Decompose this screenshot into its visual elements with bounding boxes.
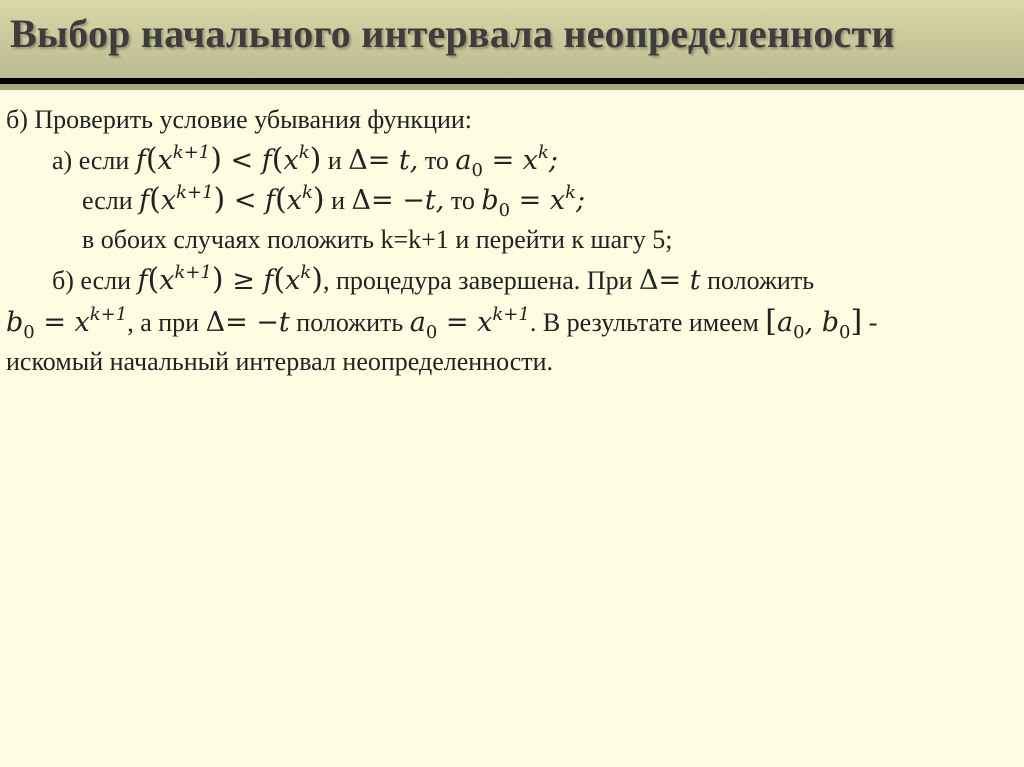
- formula-interval-a0-b0: [$a_0$, $b_0$]: [765, 304, 863, 343]
- formula-f-next-lt-f-cur-2: $f(x^{k+1}) < f(x^k)$: [139, 182, 325, 217]
- title-bar: [0, 0, 1024, 78]
- formula-a0-eq-xk: $a_0 = x^k$;: [455, 142, 559, 181]
- case-b-line-1: б) если $f(x^{k+1}) \ge f(x^k)$, процедура завершена. При Δ= t положить: [52, 262, 815, 297]
- formula-b0-eq-xk1: $b_0 = x^{k+1}$: [6, 304, 128, 343]
- step-6-heading: б) Проверить условие убывания функции:: [6, 105, 473, 134]
- case-a-line-2: если $f(x^{k+1}) < f(x^k)$ и Δ= −t, то $b_0 = x^k$;: [82, 182, 586, 221]
- formula-delta-eq-minus-t-2: Δ= −t: [205, 307, 290, 338]
- case-b-line-3: искомый начальный интервал неопределенности.: [6, 347, 554, 376]
- formula-delta-eq-minus-t: Δ= −t,: [351, 185, 445, 216]
- formula-b0-eq-xk: $b_0 = x^k$;: [481, 182, 586, 221]
- title-divider-tan: [0, 84, 1024, 90]
- formula-delta-eq-t-2: Δ= t: [639, 265, 701, 296]
- case-a-line-1: а) если $f(x^{k+1}) < f(x^k)$ и Δ= t, то $a_0 = x^k$;: [52, 142, 559, 181]
- formula-a0-eq-xk1: $a_0 = x^{k+1}$: [409, 304, 530, 343]
- case-a-line-3: в обоих случаях положить k=k+1 и перейти к шагу 5;: [82, 225, 673, 254]
- slide-title: Выбор начального интервала неопределенности: [10, 11, 895, 56]
- formula-f-next-ge-f-cur: $f(x^{k+1}) \ge f(x^k)$: [137, 262, 324, 297]
- case-b-line-2: $b_0 = x^{k+1}$, а при Δ= −t положить $a_0 = x^{k+1}$. В результате имеем [$a_0$, $b_0$] -: [6, 304, 878, 343]
- formula-f-next-lt-f-cur: $f(x^{k+1}) < f(x^k)$: [135, 142, 322, 177]
- formula-delta-eq-t: Δ= t,: [348, 145, 419, 176]
